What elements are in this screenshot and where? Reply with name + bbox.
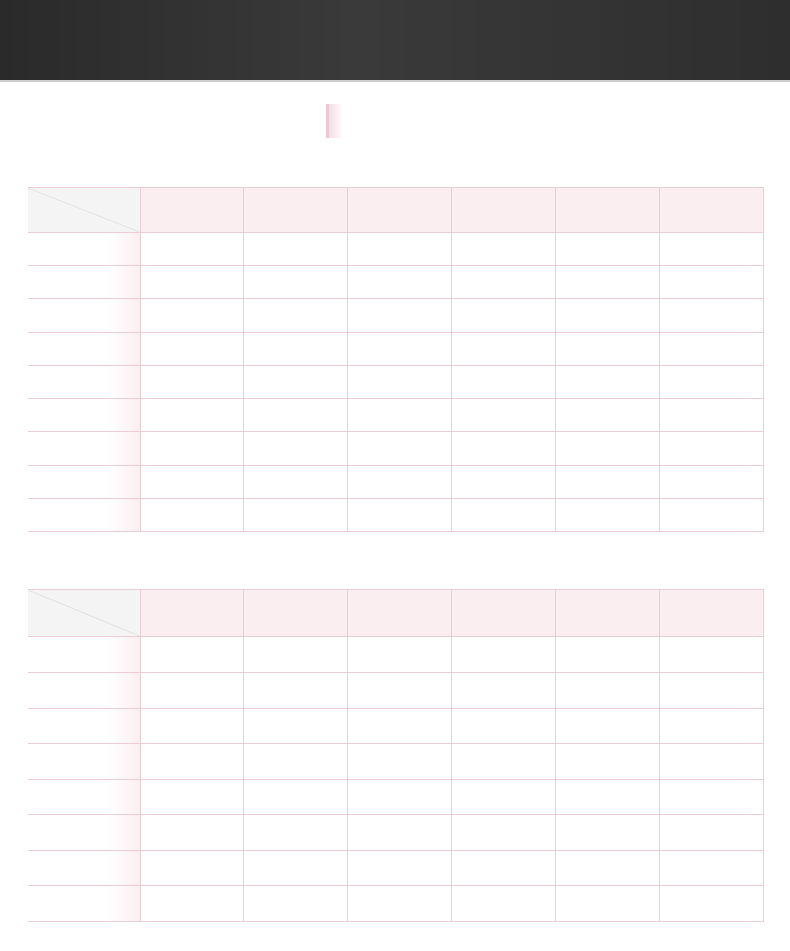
body-weight-label: [28, 466, 140, 499]
header-banner: [0, 0, 790, 82]
size-row: [28, 744, 764, 780]
size-value-cell: [452, 709, 556, 744]
size-value-cell: [140, 233, 244, 266]
height-range-header: [452, 188, 556, 233]
size-value-cell: [348, 780, 452, 815]
size-value-cell: [452, 466, 556, 499]
height-range-header: [556, 590, 660, 637]
body-weight-label: [28, 780, 140, 815]
size-value-cell: [244, 499, 348, 532]
height-range-header: [556, 188, 660, 233]
size-value-cell: [452, 266, 556, 299]
size-value-cell: [348, 851, 452, 886]
size-value-cell: [348, 673, 452, 709]
size-row: [28, 851, 764, 886]
size-value-cell: [348, 466, 452, 499]
size-value-cell: [244, 673, 348, 709]
size-value-cell: [556, 851, 660, 886]
size-value-cell: [244, 399, 348, 432]
size-value-cell: [556, 815, 660, 851]
size-value-cell: [140, 266, 244, 299]
size-row: [28, 333, 764, 366]
men-size-table: [28, 187, 764, 532]
body-weight-label: [28, 673, 140, 709]
corner-cell: [28, 188, 140, 233]
size-row: [28, 266, 764, 299]
size-row: [28, 780, 764, 815]
height-header-row: [28, 590, 764, 637]
size-value-cell: [660, 299, 764, 333]
size-value-cell: [244, 333, 348, 366]
height-header-row: [28, 188, 764, 233]
size-value-cell: [660, 886, 764, 922]
size-value-cell: [556, 333, 660, 366]
size-value-cell: [556, 673, 660, 709]
height-range-header: [660, 590, 764, 637]
height-range-header: [348, 590, 452, 637]
height-range-header: [348, 188, 452, 233]
size-value-cell: [452, 399, 556, 432]
size-value-cell: [660, 266, 764, 299]
size-value-cell: [556, 886, 660, 922]
body-weight-label: [28, 744, 140, 780]
size-value-cell: [660, 780, 764, 815]
size-row: [28, 499, 764, 532]
size-value-cell: [452, 673, 556, 709]
size-value-cell: [244, 744, 348, 780]
size-row: [28, 709, 764, 744]
size-value-cell: [556, 499, 660, 532]
size-value-cell: [244, 466, 348, 499]
size-value-cell: [140, 399, 244, 432]
size-value-cell: [556, 709, 660, 744]
size-value-cell: [348, 709, 452, 744]
size-value-cell: [244, 366, 348, 399]
size-value-cell: [452, 233, 556, 266]
size-value-cell: [244, 780, 348, 815]
size-value-cell: [660, 233, 764, 266]
size-value-cell: [660, 499, 764, 532]
size-value-cell: [348, 499, 452, 532]
size-value-cell: [348, 815, 452, 851]
corner-diagonal: [28, 188, 140, 232]
size-value-cell: [140, 637, 244, 673]
size-value-cell: [660, 851, 764, 886]
size-value-cell: [140, 886, 244, 922]
size-value-cell: [452, 780, 556, 815]
size-row: [28, 886, 764, 922]
size-value-cell: [140, 466, 244, 499]
size-value-cell: [556, 637, 660, 673]
size-value-cell: [452, 299, 556, 333]
height-range-header: [660, 188, 764, 233]
body-weight-label: [28, 366, 140, 399]
size-value-cell: [556, 266, 660, 299]
size-value-cell: [348, 333, 452, 366]
size-row: [28, 637, 764, 673]
size-value-cell: [140, 366, 244, 399]
size-value-cell: [140, 815, 244, 851]
size-value-cell: [140, 709, 244, 744]
size-value-cell: [452, 744, 556, 780]
body-weight-label: [28, 432, 140, 466]
size-value-cell: [660, 709, 764, 744]
body-weight-label: [28, 815, 140, 851]
size-value-cell: [660, 744, 764, 780]
size-value-cell: [140, 780, 244, 815]
height-range-header: [140, 188, 244, 233]
size-value-cell: [244, 266, 348, 299]
corner-cell: [28, 590, 140, 637]
body-weight-label: [28, 709, 140, 744]
size-value-cell: [348, 299, 452, 333]
size-value-cell: [348, 366, 452, 399]
size-value-cell: [244, 851, 348, 886]
size-row: [28, 673, 764, 709]
size-value-cell: [140, 851, 244, 886]
size-value-cell: [556, 399, 660, 432]
size-row: [28, 233, 764, 266]
size-row: [28, 815, 764, 851]
size-value-cell: [660, 366, 764, 399]
size-value-cell: [556, 366, 660, 399]
size-value-cell: [348, 432, 452, 466]
body-weight-label: [28, 637, 140, 673]
size-value-cell: [660, 399, 764, 432]
size-value-cell: [244, 637, 348, 673]
women-size-table: [28, 589, 764, 922]
size-value-cell: [140, 333, 244, 366]
size-row: [28, 466, 764, 499]
size-value-cell: [452, 366, 556, 399]
corner-diagonal: [28, 590, 140, 636]
size-row: [28, 399, 764, 432]
size-value-cell: [556, 780, 660, 815]
size-value-cell: [244, 233, 348, 266]
size-value-cell: [140, 432, 244, 466]
size-value-cell: [244, 432, 348, 466]
size-value-cell: [452, 637, 556, 673]
size-value-cell: [452, 886, 556, 922]
size-value-cell: [244, 815, 348, 851]
size-value-cell: [452, 499, 556, 532]
height-range-header: [244, 188, 348, 233]
size-value-cell: [348, 399, 452, 432]
height-range-header: [140, 590, 244, 637]
size-chart-title: [326, 104, 343, 138]
size-value-cell: [140, 299, 244, 333]
body-weight-label: [28, 851, 140, 886]
body-weight-label: [28, 266, 140, 299]
height-range-header: [452, 590, 556, 637]
size-value-cell: [452, 851, 556, 886]
size-row: [28, 366, 764, 399]
size-value-cell: [556, 233, 660, 266]
size-value-cell: [140, 499, 244, 532]
size-row: [28, 299, 764, 333]
body-weight-label: [28, 233, 140, 266]
size-value-cell: [660, 815, 764, 851]
size-value-cell: [348, 886, 452, 922]
size-value-cell: [556, 299, 660, 333]
size-value-cell: [660, 637, 764, 673]
body-weight-label: [28, 299, 140, 333]
size-value-cell: [244, 299, 348, 333]
size-value-cell: [660, 466, 764, 499]
body-weight-label: [28, 886, 140, 922]
size-value-cell: [556, 466, 660, 499]
size-value-cell: [660, 432, 764, 466]
size-value-cell: [452, 815, 556, 851]
height-range-header: [244, 590, 348, 637]
body-weight-label: [28, 399, 140, 432]
size-value-cell: [244, 886, 348, 922]
size-value-cell: [348, 637, 452, 673]
size-value-cell: [452, 333, 556, 366]
size-value-cell: [452, 432, 556, 466]
size-value-cell: [140, 744, 244, 780]
size-value-cell: [556, 432, 660, 466]
body-weight-label: [28, 499, 140, 532]
size-row: [28, 432, 764, 466]
size-value-cell: [348, 744, 452, 780]
size-value-cell: [660, 333, 764, 366]
size-value-cell: [348, 266, 452, 299]
size-value-cell: [660, 673, 764, 709]
size-value-cell: [140, 673, 244, 709]
size-value-cell: [348, 233, 452, 266]
size-value-cell: [556, 744, 660, 780]
size-value-cell: [244, 709, 348, 744]
body-weight-label: [28, 333, 140, 366]
